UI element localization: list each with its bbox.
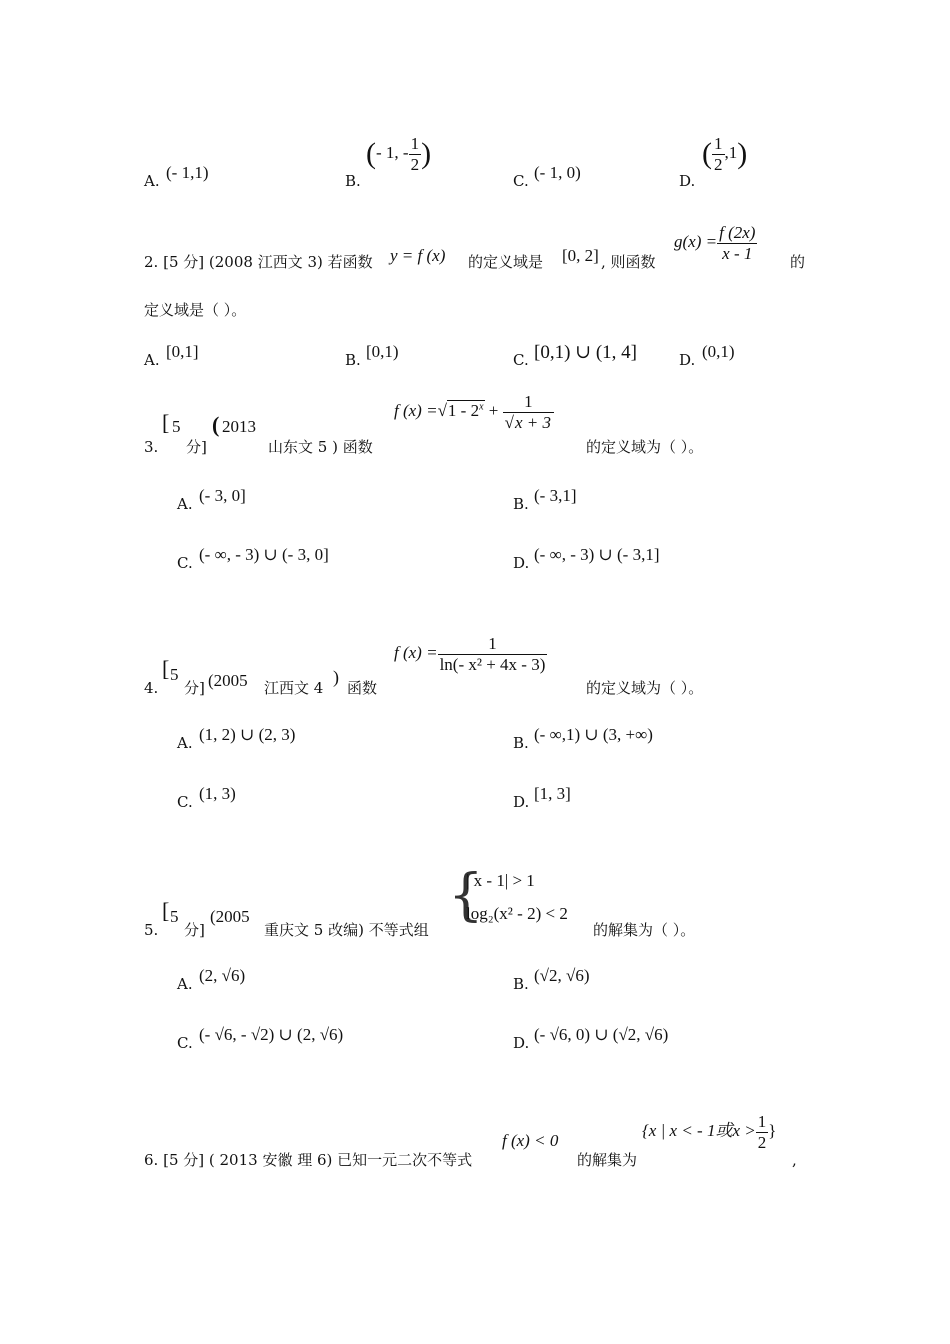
q1-option-b-label: B. [345,172,361,190]
q3-score-a: 5 [172,417,181,436]
q3-open-bracket: [ [162,410,170,435]
q4-option-c-label: C. [177,793,193,811]
q4-number: 4. [144,679,159,697]
q2-option-a-label: A. [144,351,160,369]
q5-year: (2005 [210,907,250,926]
q4-tail: 的定义域为（ ）。 [586,679,704,697]
q2-mid: 的定义域是 [468,253,544,271]
q2-option-b-label: B. [345,351,361,369]
q3-option-a-label: A. [177,495,193,513]
q2-end: 的 [790,253,806,271]
q2-domain: [0, 2] [562,246,599,265]
q5-option-c-label: C. [177,1034,193,1052]
q6-solution-set: {x | x < - 1或x > $\frac{1}{2}$ } [642,1112,777,1152]
q5-tail: 的解集为（ ）。 [593,921,696,939]
q3-number: 3. [144,438,159,456]
q2-line2: 定义域是（ ）。 [144,301,247,319]
q6-end: , [792,1151,797,1169]
q1-option-c-expr: (- 1, 0) [534,163,581,182]
q4-option-a-label: A. [177,734,193,752]
q2-option-b-expr: [0,1) [366,342,399,361]
q5-option-a-label: A. [177,975,193,993]
q5-score-a: 5 [170,907,179,926]
q6-mid: 的解集为 [577,1151,638,1169]
q4-year: (2005 [208,671,248,690]
q5-option-d-label: D. [513,1034,530,1052]
q3-source: 山东文 5 ) 函数 [268,438,373,456]
q4-func-word: 函数 [347,679,378,697]
q4-option-d-expr: [1, 3] [534,784,571,803]
q5-system-brace: { [448,863,484,928]
q5-option-d-expr: (- √6, 0) ∪ (√2, √6) [534,1025,669,1044]
q5-option-b-expr: (√2, √6) [534,966,590,985]
q2-option-a-expr: [0,1] [166,342,199,361]
q1-option-c-label: C. [513,172,529,190]
q3-option-d-label: D. [513,554,530,572]
q6-ineq: f (x) < 0 [502,1131,559,1150]
q3-tail: 的定义域为（ ）。 [586,438,704,456]
q1-option-b-expr: (- 1, - $\frac{1}{2}$ ) [366,134,432,174]
q4-option-c-expr: (1, 3) [199,784,236,803]
q3-func: f (x) =√1 - 2$^x$ + $\frac{1}{√x + 3}$ [394,392,554,432]
q4-option-a-expr: (1, 2) ∪ (2, 3) [199,725,296,744]
q1-option-a-expr: (- 1,1) [166,163,209,182]
q2-mid2: , 则函数 [601,253,656,271]
q1-option-a-label: A. [144,172,160,190]
q5-option-c-expr: (- √6, - √2) ∪ (2, √6) [199,1025,344,1044]
q5-system-line2: log₂(x² - 2) < 2 [466,904,568,923]
q3-option-b-expr: (- 3,1] [534,486,577,505]
q4-open-bracket: [ [162,656,170,681]
q4-option-b-expr: (- ∞,1) ∪ (3, +∞) [534,725,653,744]
q4-close-paren: ) [333,667,339,687]
q6-number-text: 6. [5 分] ( 2013 安徽 理 6) 已知一元二次不等式 [144,1151,473,1169]
q3-option-a-expr: (- 3, 0] [199,486,246,505]
q3-open-paren: ( [212,412,220,437]
q5-option-a-expr: (2, √6) [199,966,246,985]
q5-system-line1: | x - 1| > 1 [466,871,535,890]
q5-number: 5. [144,921,159,939]
q3-option-c-expr: (- ∞, - 3) ∪ (- 3, 0] [199,545,329,564]
q4-score-b: 分] [184,679,205,697]
q2-number-score: 2. [5 分] (2008 江西文 3) 若函数 [144,253,373,271]
q4-source: 江西文 4 [264,679,324,697]
q3-option-c-label: C. [177,554,193,572]
q2-option-c-label: C. [513,351,529,369]
q2-option-d-expr: (0,1) [702,342,735,361]
q4-score-a: 5 [170,665,179,684]
q5-open-bracket: [ [162,898,170,923]
q4-option-b-label: B. [513,734,529,752]
q1-option-d-label: D. [679,172,696,190]
q5-option-b-label: B. [513,975,529,993]
q2-option-d-label: D. [679,351,696,369]
q3-option-d-expr: (- ∞, - 3) ∪ (- 3,1] [534,545,660,564]
q4-func: f (x) = $\frac{1}{\text{ln(- x² + 4x - 3)}}$ [394,634,546,674]
q3-option-b-label: B. [513,495,529,513]
q3-score-b: 分] [186,438,207,456]
q2-option-c-expr: [0,1) ∪ (1, 4] [534,342,637,363]
q2-g-func: g(x) = $\frac{f (2x)}{x - 1}$ [674,223,756,263]
q2-func: y = f (x) [390,246,446,265]
q3-year: 2013 [222,417,256,436]
q5-source: 重庆文 5 改编) 不等式组 [264,921,429,939]
q5-score-b: 分] [184,921,205,939]
q4-option-d-label: D. [513,793,530,811]
q1-option-d-expr: ( $\frac{1}{2}$ ,1) [702,134,748,174]
